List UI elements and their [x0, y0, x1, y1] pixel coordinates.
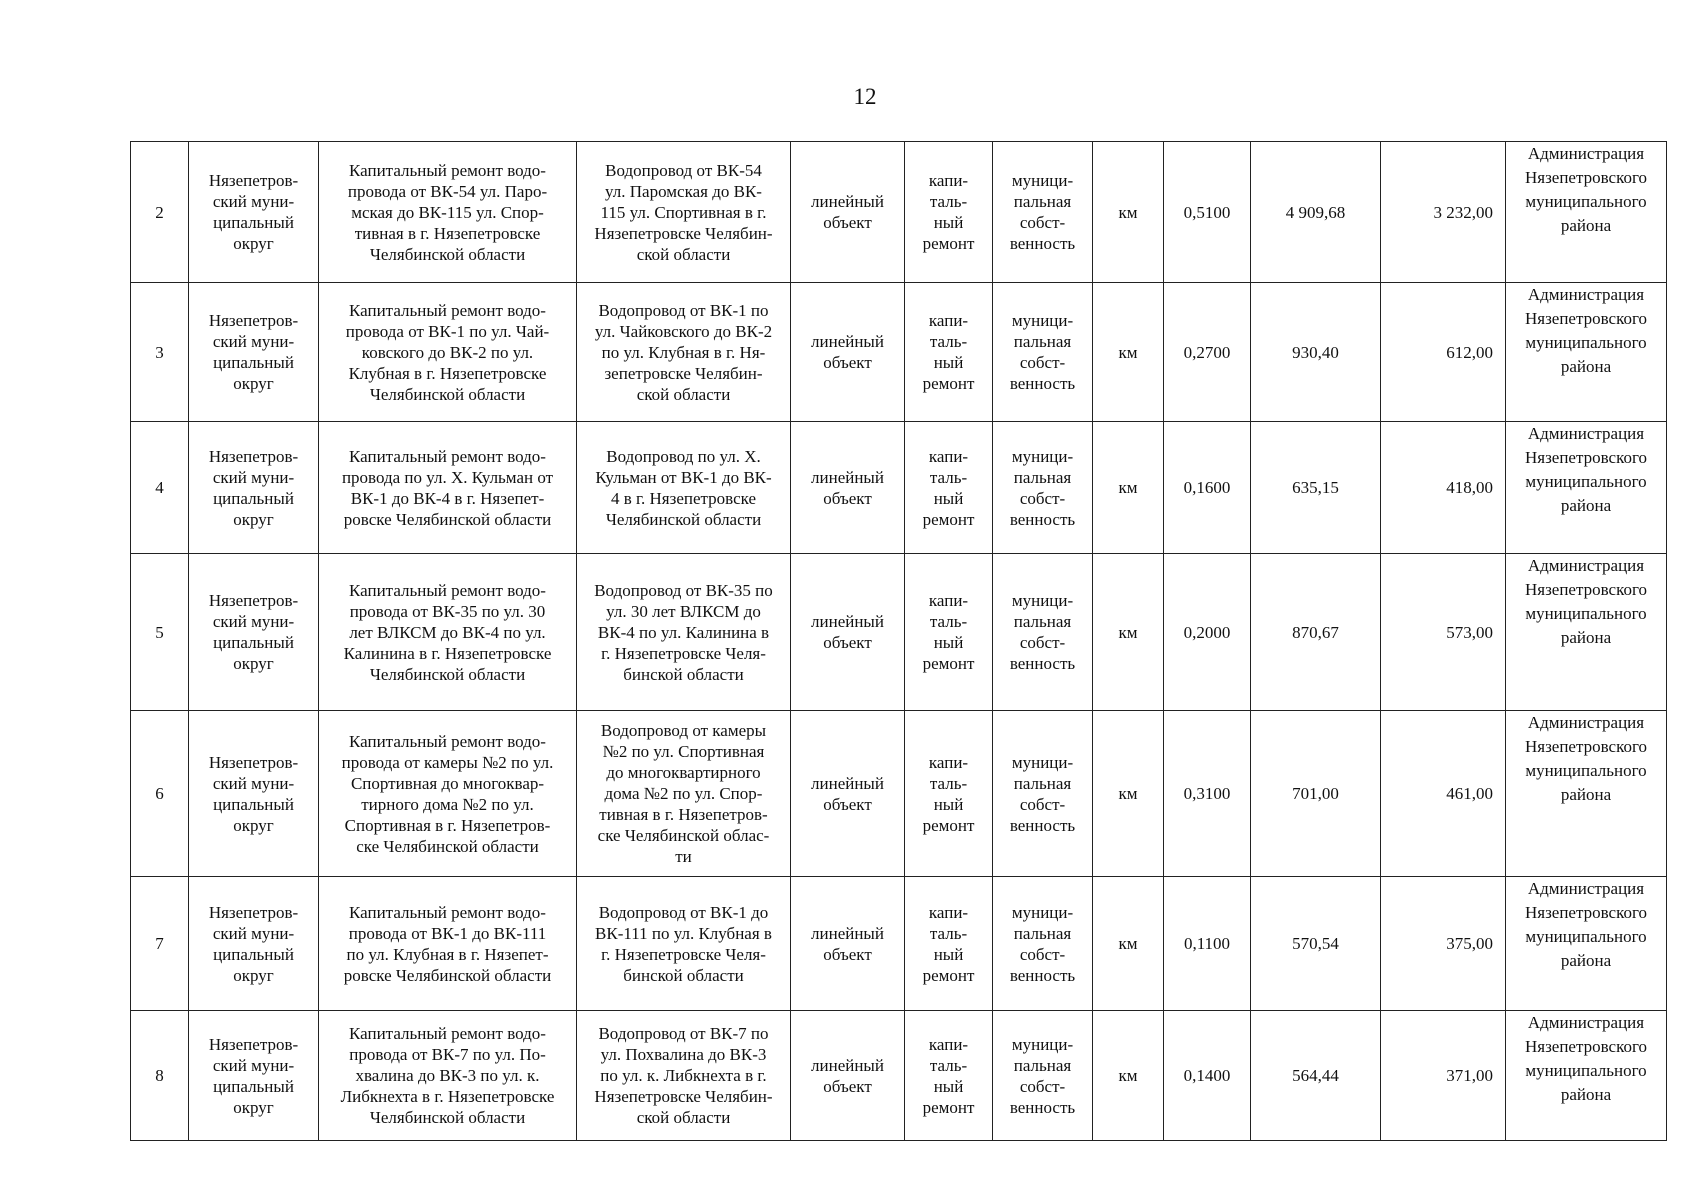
work-type-cell: капи- таль- ный ремонт — [905, 877, 993, 1011]
row-number: 3 — [131, 283, 189, 422]
table-row — [131, 1011, 1667, 1141]
work-type-cell: капи- таль- ный ремонт — [905, 283, 993, 422]
organization-cell: Администрация Нязепетровского муниципального района — [1506, 877, 1667, 1011]
ownership-cell: муници- пальная собст- венность — [993, 422, 1093, 554]
municipality-cell: Нязепетров- ский муни- ципальный округ — [189, 422, 319, 554]
row-number: 8 — [131, 1011, 189, 1141]
object-name-cell: Водопровод от камеры №2 по ул. Спортивная до многоквартирного дома №2 по ул. Спор- тивная в г. Нязепетров- ске Челябинской облас- ти — [577, 711, 791, 877]
table-row — [131, 877, 1667, 1011]
length-cell: 0,2000 — [1164, 554, 1251, 711]
unit-cell: км — [1093, 877, 1164, 1011]
object-name-cell: Водопровод от ВК-7 по ул. Похвалина до ВК-3 по ул. к. Либкнехта в г. Нязепетровске Челябин- ской области — [577, 1011, 791, 1141]
work-description-cell: Капитальный ремонт водо- провода от ВК-1 по ул. Чай- ковского до ВК-2 по ул. Клубная в г. Нязепетровске Челябинской области — [319, 283, 577, 422]
work-type-cell: капи- таль- ный ремонт — [905, 142, 993, 283]
table-row — [131, 554, 1667, 711]
cost-part-cell: 375,00 — [1381, 877, 1506, 1011]
work-description-cell: Капитальный ремонт водо- провода по ул. Х. Кульман от ВК-1 до ВК-4 в г. Нязепет- ровске Челябинской области — [319, 422, 577, 554]
unit-cell: км — [1093, 283, 1164, 422]
ownership-cell: муници- пальная собст- венность — [993, 283, 1093, 422]
cost-part-cell: 612,00 — [1381, 283, 1506, 422]
organization-cell: Администрация Нязепетровского муниципального района — [1506, 1011, 1667, 1141]
municipality-cell: Нязепетров- ский муни- ципальный округ — [189, 283, 319, 422]
organization-cell: Администрация Нязепетровского муниципального района — [1506, 422, 1667, 554]
cost-total-cell: 564,44 — [1251, 1011, 1381, 1141]
organization-cell: Администрация Нязепетровского муниципального района — [1506, 711, 1667, 877]
municipality-cell: Нязепетров- ский муни- ципальный округ — [189, 877, 319, 1011]
object-name-cell: Водопровод от ВК-35 по ул. 30 лет ВЛКСМ до ВК-4 по ул. Калинина в г. Нязепетровске Челя- бинской области — [577, 554, 791, 711]
object-type-cell: линейный объект — [791, 142, 905, 283]
municipality-cell: Нязепетров- ский муни- ципальный округ — [189, 1011, 319, 1141]
cost-part-cell: 461,00 — [1381, 711, 1506, 877]
length-cell: 0,1400 — [1164, 1011, 1251, 1141]
unit-cell: км — [1093, 1011, 1164, 1141]
municipality-cell: Нязепетров- ский муни- ципальный округ — [189, 711, 319, 877]
work-type-cell: капи- таль- ный ремонт — [905, 1011, 993, 1141]
table-row — [131, 711, 1667, 877]
municipality-cell: Нязепетров- ский муни- ципальный округ — [189, 142, 319, 283]
length-cell: 0,2700 — [1164, 283, 1251, 422]
length-cell: 0,1100 — [1164, 877, 1251, 1011]
object-type-cell: линейный объект — [791, 554, 905, 711]
row-number: 2 — [131, 142, 189, 283]
object-name-cell: Водопровод от ВК-54 ул. Паромская до ВК- 115 ул. Спортивная в г. Нязепетровске Челябин- ской области — [577, 142, 791, 283]
page-number: 12 — [853, 84, 877, 109]
organization-cell: Администрация Нязепетровского муниципального района — [1506, 142, 1667, 283]
cost-total-cell: 870,67 — [1251, 554, 1381, 711]
ownership-cell: муници- пальная собст- венность — [993, 554, 1093, 711]
work-type-cell: капи- таль- ный ремонт — [905, 711, 993, 877]
work-description-cell: Капитальный ремонт водо- провода от ВК-54 ул. Паро- мская до ВК-115 ул. Спор- тивная в г. Нязепетровске Челябинской области — [319, 142, 577, 283]
unit-cell: км — [1093, 142, 1164, 283]
ownership-cell: муници- пальная собст- венность — [993, 877, 1093, 1011]
row-number: 7 — [131, 877, 189, 1011]
object-type-cell: линейный объект — [791, 711, 905, 877]
work-description-cell: Капитальный ремонт водо- провода от ВК-7 по ул. По- хвалина до ВК-3 по ул. к. Либкнехта в г. Нязепетровске Челябинской области — [319, 1011, 577, 1141]
object-type-cell: линейный объект — [791, 283, 905, 422]
organization-cell: Администрация Нязепетровского муниципального района — [1506, 283, 1667, 422]
unit-cell: км — [1093, 711, 1164, 877]
ownership-cell: муници- пальная собст- венность — [993, 711, 1093, 877]
length-cell: 0,1600 — [1164, 422, 1251, 554]
cost-part-cell: 371,00 — [1381, 1011, 1506, 1141]
length-cell: 0,5100 — [1164, 142, 1251, 283]
municipality-cell: Нязепетров- ский муни- ципальный округ — [189, 554, 319, 711]
object-name-cell: Водопровод по ул. Х. Кульман от ВК-1 до ВК- 4 в г. Нязепетровске Челябинской области — [577, 422, 791, 554]
row-number: 5 — [131, 554, 189, 711]
cost-part-cell: 3 232,00 — [1381, 142, 1506, 283]
cost-total-cell: 635,15 — [1251, 422, 1381, 554]
object-type-cell: линейный объект — [791, 1011, 905, 1141]
ownership-cell: муници- пальная собст- венность — [993, 142, 1093, 283]
organization-cell: Администрация Нязепетровского муниципального района — [1506, 554, 1667, 711]
work-description-cell: Капитальный ремонт водо- провода от ВК-1 до ВК-111 по ул. Клубная в г. Нязепет- ровске Челябинской области — [319, 877, 577, 1011]
cost-total-cell: 4 909,68 — [1251, 142, 1381, 283]
table-row — [131, 283, 1667, 422]
object-type-cell: линейный объект — [791, 422, 905, 554]
cost-part-cell: 573,00 — [1381, 554, 1506, 711]
work-description-cell: Капитальный ремонт водо- провода от ВК-35 по ул. 30 лет ВЛКСМ до ВК-4 по ул. Калинина в г. Нязепетровске Челябинской области — [319, 554, 577, 711]
row-number: 6 — [131, 711, 189, 877]
row-number: 4 — [131, 422, 189, 554]
table-row — [131, 422, 1667, 554]
object-type-cell: линейный объект — [791, 877, 905, 1011]
work-description-cell: Капитальный ремонт водо- провода от камеры №2 по ул. Спортивная до многоквар- тирного дома №2 по ул. Спортивная в г. Нязепетров- ске Челябинской области — [319, 711, 577, 877]
length-cell: 0,3100 — [1164, 711, 1251, 877]
ownership-cell: муници- пальная собст- венность — [993, 1011, 1093, 1141]
program-table — [130, 141, 1667, 1141]
table-body — [131, 142, 1667, 1141]
work-type-cell: капи- таль- ный ремонт — [905, 554, 993, 711]
cost-total-cell: 570,54 — [1251, 877, 1381, 1011]
table-row — [131, 142, 1667, 283]
work-type-cell: капи- таль- ный ремонт — [905, 422, 993, 554]
object-name-cell: Водопровод от ВК-1 до ВК-111 по ул. Клубная в г. Нязепетровске Челя- бинской области — [577, 877, 791, 1011]
cost-total-cell: 701,00 — [1251, 711, 1381, 877]
cost-part-cell: 418,00 — [1381, 422, 1506, 554]
cost-total-cell: 930,40 — [1251, 283, 1381, 422]
object-name-cell: Водопровод от ВК-1 по ул. Чайковского до ВК-2 по ул. Клубная в г. Ня- зепетровске Челябин- ской области — [577, 283, 791, 422]
unit-cell: км — [1093, 554, 1164, 711]
unit-cell: км — [1093, 422, 1164, 554]
